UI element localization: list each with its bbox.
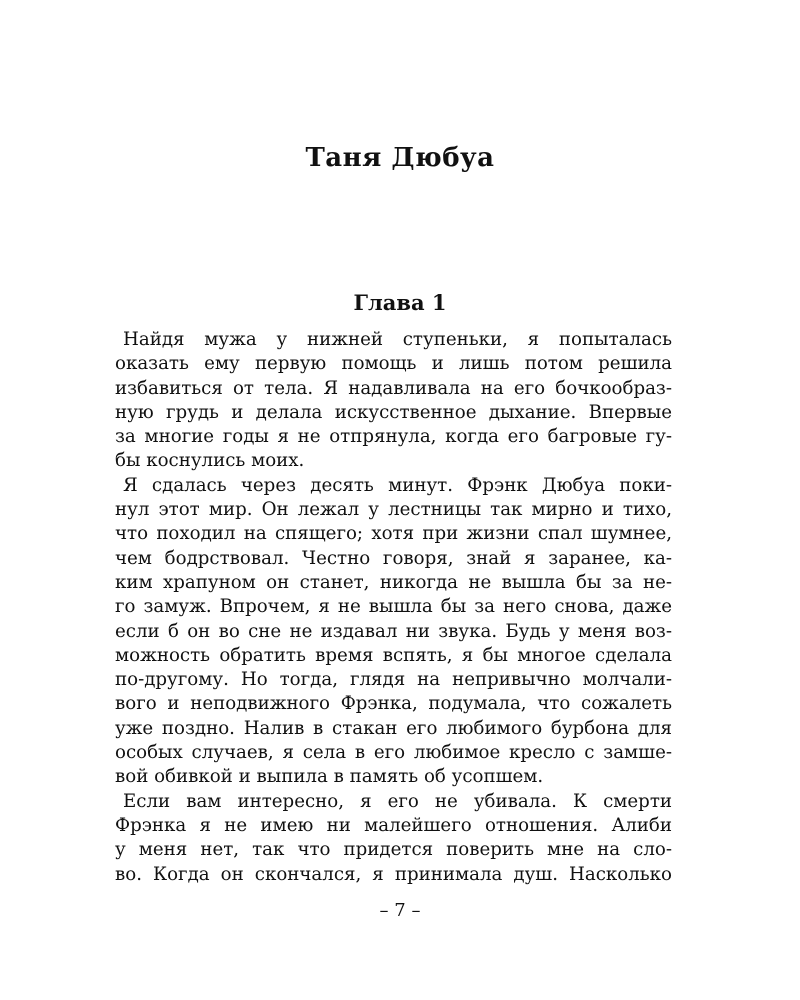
text-line: ким храпуном он станет, никогда не вышла бы за не- bbox=[115, 571, 672, 593]
text-line: чем бодрствовал. Честно говоря, знай я заранее, ка- bbox=[115, 547, 672, 569]
text-line: избавиться от тела. Я надавливала на его бочкообраз- bbox=[115, 377, 672, 399]
author-heading: Таня Дюбуа bbox=[305, 143, 495, 173]
text-line: Я сдалась через десять минут. Фрэнк Дюбуа поки- bbox=[123, 474, 672, 496]
chapter-heading: Глава 1 bbox=[353, 290, 447, 315]
text-line: нул этот мир. Он лежал у лестницы так мирно и тихо, bbox=[115, 499, 672, 521]
text-line: Фрэнка я не имею ни малейшего отношения. Алиби bbox=[115, 814, 672, 836]
text-line: вой обивкой и выпила в память об усопшем. bbox=[115, 766, 544, 788]
text-line: Найдя мужа у нижней ступеньки, я попыталась bbox=[123, 329, 672, 350]
text-line: если б он во сне не издавал ни звука. Будь у меня воз- bbox=[115, 620, 672, 642]
text-line: бы коснулись моих. bbox=[115, 450, 305, 472]
text-line: особых случаев, я села в его любимое кресло с замше- bbox=[115, 742, 672, 764]
text-line: во. Когда он скончался, я принимала душ. Насколько bbox=[115, 863, 672, 885]
text-line: вого и неподвижного Фрэнка, подумала, что сожалеть bbox=[115, 693, 672, 715]
text-line: по-другому. Но тогда, глядя на непривычно молчали- bbox=[115, 669, 672, 691]
text-line: уже поздно. Налив в стакан его любимого бурбона для bbox=[115, 717, 672, 739]
text-line: можность обратить время вспять, я бы многое сделала bbox=[115, 644, 672, 666]
text-line: оказать ему первую помощь и лишь потом решила bbox=[115, 353, 672, 375]
text-line: за многие годы я не отпрянула, когда его багровые гу- bbox=[115, 426, 672, 448]
body-text bbox=[115, 328, 672, 887]
text-line: у меня нет, так что придется поверить мне на сло- bbox=[115, 839, 672, 861]
text-line: Если вам интересно, я его не убивала. К смерти bbox=[123, 790, 672, 812]
text-line: что походил на спящего; хотя при жизни спал шумнее, bbox=[115, 523, 672, 545]
page-number: – 7 – bbox=[379, 900, 421, 921]
text-line: го замуж. Впрочем, я не вышла бы за него снова, даже bbox=[115, 596, 672, 618]
text-line: ную грудь и делала искусственное дыхание. Впервые bbox=[115, 401, 672, 423]
